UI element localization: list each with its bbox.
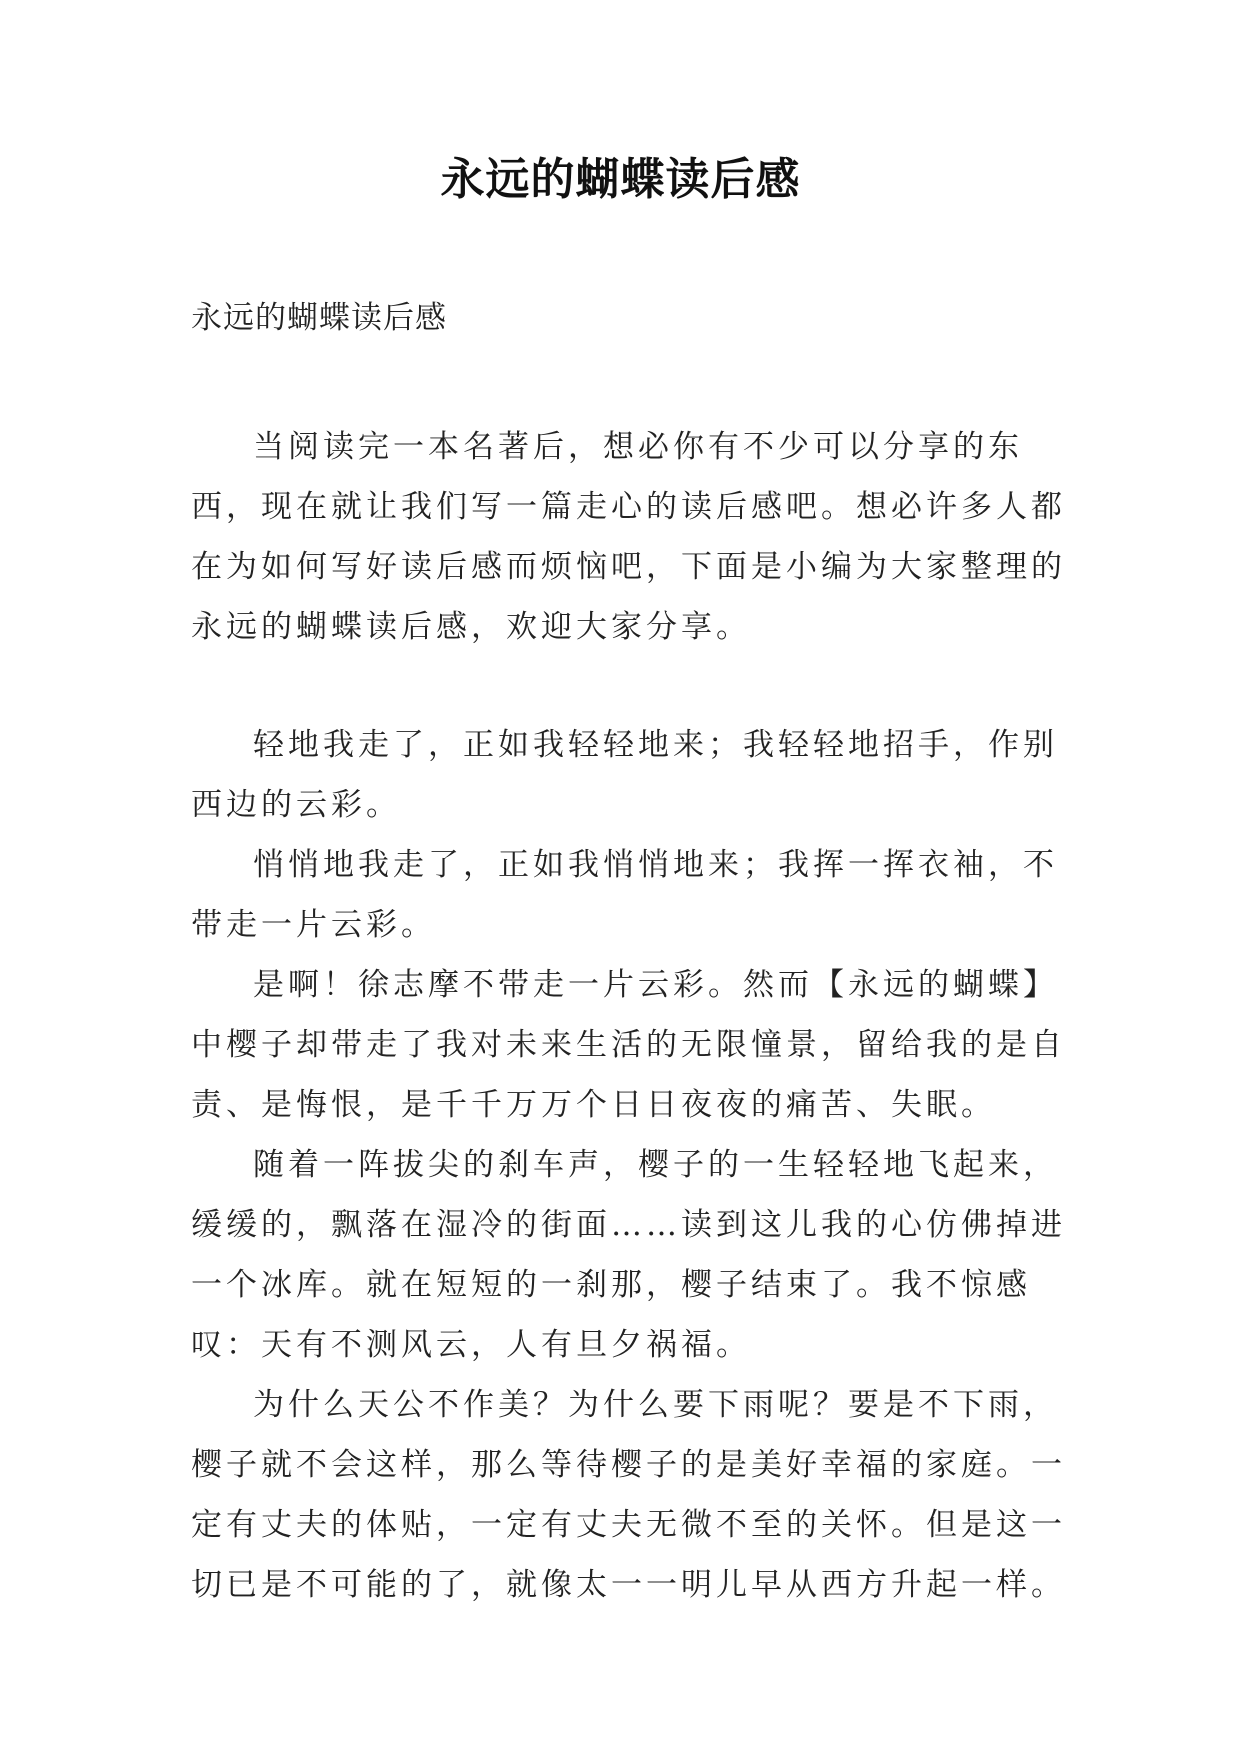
spacer xyxy=(191,348,1071,417)
body-paragraph: 悄悄地我走了，正如我悄悄地来；我挥一挥衣袖，不带走一片云彩。 xyxy=(191,847,1058,943)
body-paragraph: 轻地我走了，正如我轻轻地来；我轻轻地招手，作别西边的云彩。 xyxy=(191,727,1058,823)
document-body xyxy=(191,288,1071,1615)
body-paragraph: 随着一阵拔尖的刹车声，樱子的一生轻轻地飞起来，缓缓的，飘落在湿冷的街面……读到这儿我的心仿佛掉进一个冰库。就在短短的一刹那，樱子结束了。我不惊感叹：天有不测风云，人有旦夕祸福。 xyxy=(191,1147,1066,1363)
intro-paragraph: 当阅读完一本名著后，想必你有不少可以分享的东西，现在就让我们写一篇走心的读后感吧。想必许多人都在为如何写好读后感而烦恼吧，下面是小编为大家整理的永远的蝴蝶读后感，欢迎大家分享。 xyxy=(191,429,1066,645)
spacer xyxy=(191,657,1071,715)
document-subtitle: 永远的蝴蝶读后感 xyxy=(191,300,447,336)
body-paragraph: 是啊！徐志摩不带走一片云彩。然而【永远的蝴蝶】中樱子却带走了我对未来生活的无限憧景，留给我的是自责、是悔恨，是千千万万个日日夜夜的痛苦、失眠。 xyxy=(191,967,1066,1123)
document-title: 永远的蝴蝶读后感 xyxy=(440,154,801,205)
body-paragraph: 为什么天公不作美？为什么要下雨呢？要是不下雨，樱子就不会这样，那么等待樱子的是美好幸福的家庭。一定有丈夫的体贴，一定有丈夫无微不至的关怀。但是这一切已是不可能的了，就像太一一明儿早从西方升起一样。 xyxy=(191,1387,1066,1603)
